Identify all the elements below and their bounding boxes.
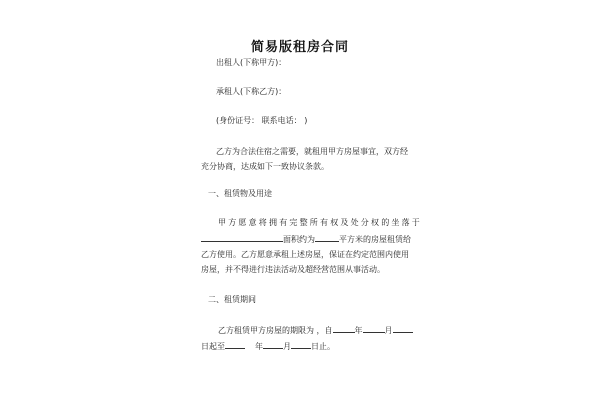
end-day-blank[interactable] [291,341,311,349]
lessee-label: 承租人(下称乙方)： [216,87,287,96]
section-1-line-1: 甲方愿意将拥有完整所有权及处分权的坐落于 [218,218,422,227]
end-month-label: 月 [283,342,291,351]
area-unit-text: 平方米的房屋租赁给 [339,235,411,244]
start-year-blank[interactable] [333,325,355,333]
section-2-line-1 [218,325,413,336]
section-1-line-2 [201,234,411,245]
start-month-label: 月 [384,326,393,335]
end-year-blank[interactable] [225,341,245,349]
document-title: 简易版租房合同 [250,40,349,55]
area-label: 面积约为 [283,235,315,244]
preamble-line-2: 充分协商，达成如下一致协议条款。 [201,162,329,171]
section-1-line-4: 房屋，并不得进行违法活动及超经营范围从事活动。 [201,265,385,274]
section-2-line-2 [201,341,335,352]
address-blank[interactable] [201,234,283,242]
end-month-blank[interactable] [263,341,283,349]
section-1-line-3: 乙方使用。乙方愿意承租上述房屋，保证在约定范围内使用 [201,250,409,259]
end-suffix: 日止。 [311,342,335,351]
start-year-label: 年 [354,326,363,335]
lessor-label: 出租人(下称甲方)： [216,58,287,67]
end-year-label: 年 [255,342,263,351]
id-contact-line: (身份证号： 联系电话： ) [216,116,308,125]
section-1-heading: 一、租赁物及用途 [208,189,272,198]
area-blank[interactable] [315,234,339,242]
term-label: 乙方租赁甲方房屋的期限为 ，自 [218,326,333,335]
end-from-label: 日起至 [201,342,225,351]
start-day-blank[interactable] [393,325,413,333]
start-month-blank[interactable] [363,325,385,333]
preamble-line-1: 乙方为合法住宿之需要，就租用甲方房屋事宜，双方经 [216,147,408,156]
section-2-heading: 二、租赁期间 [208,295,256,304]
